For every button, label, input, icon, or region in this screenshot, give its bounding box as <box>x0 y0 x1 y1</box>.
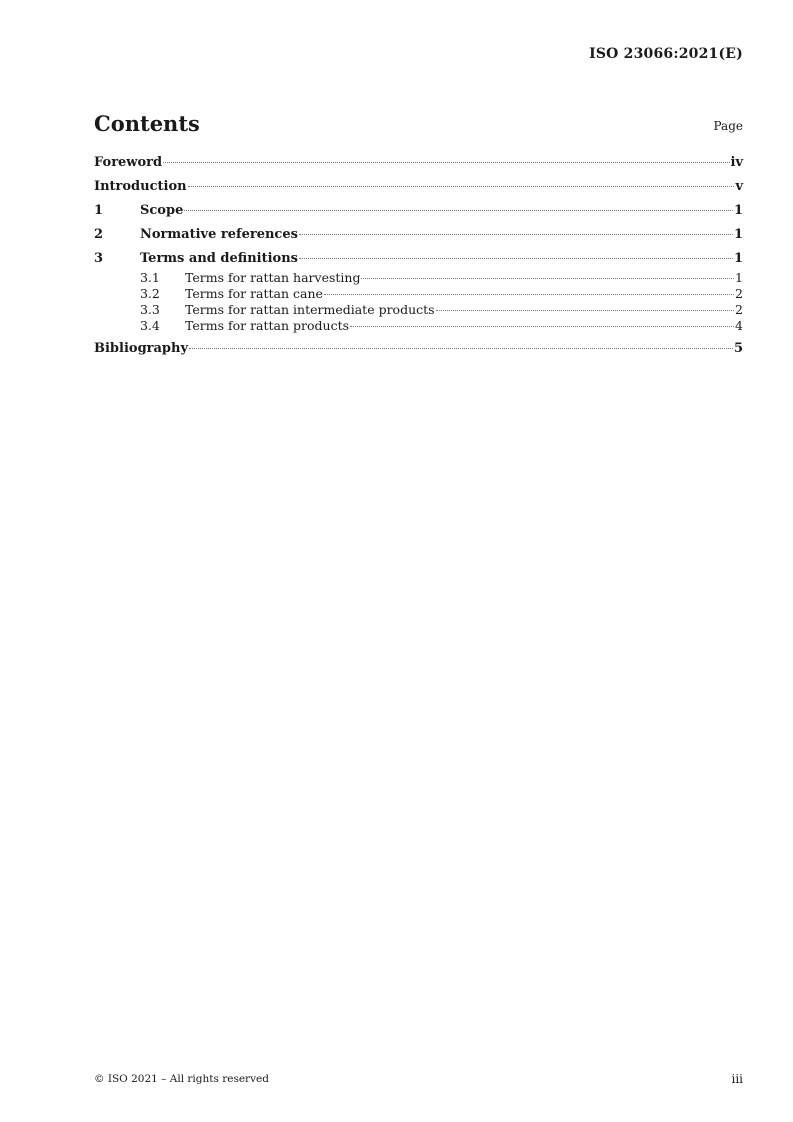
toc-page-number: 1 <box>733 203 743 218</box>
toc-entry-bibliography[interactable] <box>94 341 743 365</box>
toc-subsection-number: 3.4 <box>140 318 160 333</box>
dot-leader <box>299 258 733 259</box>
toc-title: Scope <box>140 203 184 218</box>
page-column-label: Page <box>713 119 743 133</box>
dot-leader <box>163 162 729 163</box>
toc-entry-normative-references[interactable] <box>94 227 743 251</box>
toc-page-number: 1 <box>733 251 743 266</box>
toc-subentry-rattan-cane[interactable] <box>94 286 743 302</box>
toc-entry-scope[interactable] <box>94 203 743 227</box>
toc-page-number: 2 <box>735 286 743 301</box>
toc-page-number: 2 <box>735 302 743 317</box>
toc-page-number: 5 <box>733 341 743 356</box>
copyright-notice: © ISO 2021 – All rights reserved <box>94 1073 269 1085</box>
toc-subsection-number: 3.2 <box>140 286 160 301</box>
toc-title: Bibliography <box>94 341 189 356</box>
toc-title: Terms and definitions <box>140 251 298 266</box>
toc-subsection-number: 3.1 <box>140 270 160 285</box>
toc-subsection-number: 3.3 <box>140 302 160 317</box>
toc-subentry-rattan-harvesting[interactable] <box>94 270 743 286</box>
contents-title: Contents <box>94 111 200 136</box>
toc-section-number: 3 <box>94 251 104 266</box>
footer-page-number: iii <box>731 1072 743 1086</box>
toc-subentry-rattan-products[interactable] <box>94 318 743 334</box>
toc-title: Introduction <box>94 179 187 194</box>
toc-subentry-rattan-intermediate-products[interactable] <box>94 302 743 318</box>
toc-entry-foreword[interactable] <box>94 155 743 179</box>
toc-entry-introduction[interactable] <box>94 179 743 203</box>
dot-leader <box>189 348 733 349</box>
toc-page-number: v <box>735 179 743 194</box>
toc-title: Terms for rattan harvesting <box>185 270 361 285</box>
toc-title: Normative references <box>140 227 298 242</box>
toc-section-number: 2 <box>94 227 104 242</box>
toc-page-number: 1 <box>733 227 743 242</box>
toc-page-number: iv <box>730 155 743 170</box>
document-id: ISO 23066:2021(E) <box>589 46 743 62</box>
toc-title: Foreword <box>94 155 163 170</box>
dot-leader <box>361 278 734 279</box>
dot-leader <box>436 310 734 311</box>
toc-title: Terms for rattan products <box>185 318 350 333</box>
toc-page-number: 4 <box>735 318 743 333</box>
toc-page-number: 1 <box>735 270 743 285</box>
dot-leader <box>188 186 735 187</box>
table-of-contents <box>94 155 743 365</box>
dot-leader <box>324 294 734 295</box>
toc-title: Terms for rattan intermediate products <box>185 302 435 317</box>
toc-section-number: 1 <box>94 203 104 218</box>
toc-title: Terms for rattan cane <box>185 286 323 301</box>
dot-leader <box>184 210 733 211</box>
dot-leader <box>299 234 733 235</box>
dot-leader <box>350 326 734 327</box>
